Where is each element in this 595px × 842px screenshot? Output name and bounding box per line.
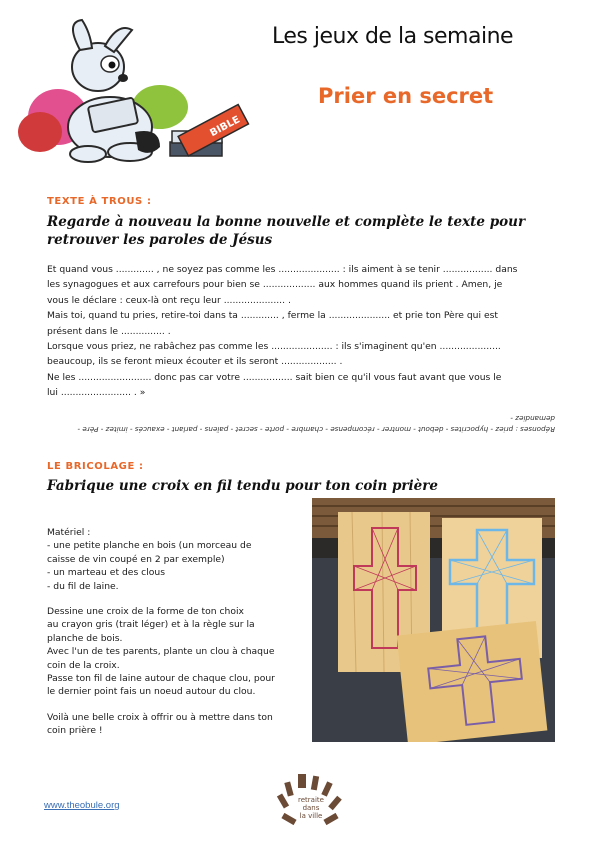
materials-item: caisse de vin coupé en 2 par exemple) <box>47 553 225 565</box>
string-art-crosses-photo <box>312 498 555 742</box>
instruction-line: Dessine une croix de la forme de ton choix <box>47 606 244 618</box>
page-subtitle: Prier en secret <box>318 84 494 108</box>
fill-in-instructions: Regarde à nouveau la bonne nouvelle et complète le texte pour retrouver les paroles de Jésus <box>47 214 526 248</box>
text-line: présent dans le ............... . <box>47 325 171 337</box>
text-line: lui ........................ . » <box>47 387 146 399</box>
text-line: Lorsque vous priez, ne rabâchez pas comme les ..................... : ils s'imaginent qu'en ..................... <box>47 341 501 353</box>
text-line: Ne les ......................... donc pas car votre ................. sait bien ce qu'il vous faut avant que vous le <box>47 371 502 383</box>
instruction-line: Avec l'un de tes parents, plante un clou à chaque <box>47 646 275 658</box>
step-two <box>47 645 297 699</box>
text-line: beaucoup, ils se feront mieux écouter et ils seront ................... . <box>47 356 343 368</box>
fill-in-section-label: TEXTE À TROUS : <box>47 196 152 207</box>
logo-text: la ville <box>299 812 323 820</box>
text-line: Mais toi, quand tu pries, retire-toi dans ta ............. , ferme la ..................... et prie ton Père qui est <box>47 310 499 322</box>
instruction-line: Passe ton fil de laine autour de chaque clou, pour <box>47 673 275 685</box>
materials-item: - du fil de laine. <box>47 580 119 592</box>
text-line: vous le déclare : ceux-là ont reçu leur ..................... . <box>47 294 291 306</box>
website-link[interactable]: www.theobule.org <box>44 800 120 811</box>
logo-text: dans <box>302 804 320 812</box>
retraite-dans-la-ville-logo <box>276 772 346 832</box>
fill-in-text <box>47 262 547 401</box>
materials-title: Matériel : <box>47 527 91 538</box>
closing-line: coin prière ! <box>47 725 103 737</box>
closing-line: Voilà une belle croix à offrir ou à mettre dans ton <box>47 711 273 723</box>
instruction-line: au crayon gris (trait léger) et à la règle sur la <box>47 619 255 631</box>
bible-book-label: BIBLE <box>208 114 242 140</box>
upside-down-answers <box>50 400 555 434</box>
text-line: Et quand vous ............. , ne soyez pas comme les ..................... : ils aiment à se tenir ................. dans <box>47 264 518 275</box>
materials-item: - un marteau et des clous <box>47 567 165 579</box>
instruction-line: coin de la croix. <box>47 659 120 671</box>
materials-item: - une petite planche en bois (un morceau de <box>47 540 252 552</box>
craft-section-label: LE BRICOLAGE : <box>47 461 144 472</box>
materials-list <box>47 526 297 593</box>
instruction-line: le dernier point fais un noeud autour du clou. <box>47 686 256 698</box>
logo-text: retraite <box>298 796 324 804</box>
answers-text: Réponses : priez - hypocrites - debout - montrer - récompense - chambre - porte - secret - païens - parlant - exaucés - imitez - Père - demandiez - <box>77 414 555 434</box>
reading-dog-illustration <box>10 12 265 172</box>
craft-instructions <box>47 526 297 750</box>
craft-instructions-title: Fabrique une croix en fil tendu pour ton coin prière <box>47 478 438 494</box>
closing-note <box>47 711 297 738</box>
step-one <box>47 605 297 645</box>
instruction-line: planche de bois. <box>47 632 123 644</box>
page-title: Les jeux de la semaine <box>272 24 514 49</box>
text-line: les synagogues et aux carrefours pour bien se .................. aux hommes quand ils prient . Amen, je <box>47 279 503 291</box>
